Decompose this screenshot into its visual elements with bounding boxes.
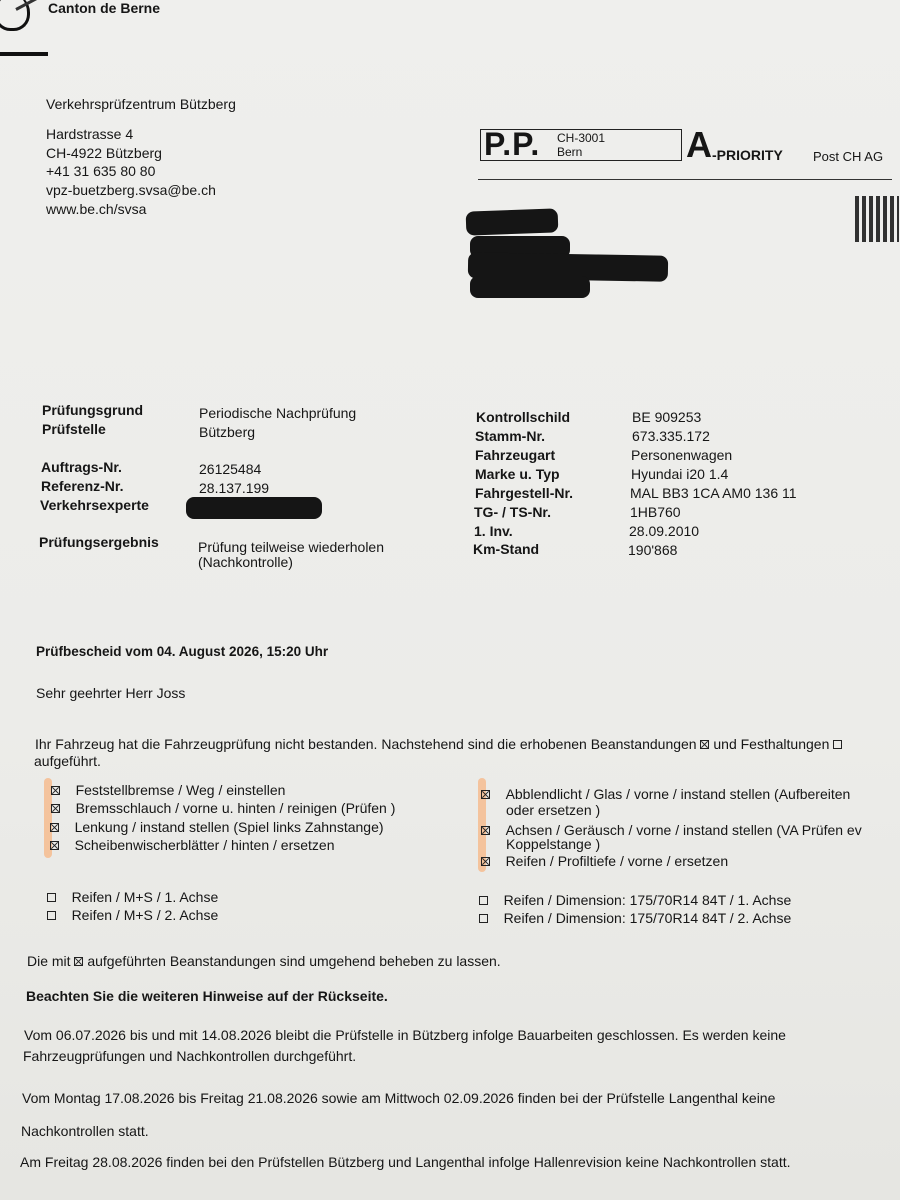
defect-text: Abblendlicht / Glas / vorne / instand stellen (Aufbereiten (505, 786, 851, 802)
checked-box-icon (50, 841, 59, 850)
intro-text-b: und Festhaltungen (713, 736, 830, 752)
vehicle-value: 190'868 (628, 542, 678, 558)
back-page-hint: Beachten Sie die weiteren Hinweise auf der Rückseite. (26, 988, 388, 1004)
note-text: Reifen / M+S / 2. Achse (71, 907, 219, 923)
defect-item (481, 853, 728, 869)
defect-text: Bremsschlauch / vorne u. hinten / reinigen (Prüfen ) (75, 800, 396, 816)
detail-label: Prüfungsergebnis (39, 534, 159, 550)
qr-code (855, 196, 899, 242)
vehicle-value: 1HB760 (630, 504, 681, 520)
redacted-recipient-line-1 (466, 208, 559, 235)
defect-text: Lenkung / instand stellen (Spiel links Zahnstange) (74, 819, 384, 835)
detail-value: Prüfung teilweise wiederholen (198, 539, 384, 555)
vehicle-value: Personenwagen (631, 447, 733, 463)
sender-phone: +41 31 635 80 80 (46, 163, 156, 179)
defect-item (481, 786, 850, 802)
note-item (47, 889, 218, 905)
instruction-line (27, 953, 501, 969)
vehicle-value: 673.335.172 (632, 428, 710, 444)
letter-subject: Prüfbescheid vom 04. August 2026, 15:20 Uhr (36, 644, 329, 659)
note-text: Reifen / M+S / 1. Achse (71, 889, 219, 905)
detail-label: Auftrags-Nr. (41, 459, 122, 475)
detail-value: 28.137.199 (199, 480, 270, 496)
postage-place: Bern (557, 145, 583, 159)
priority-letter: A (686, 124, 712, 165)
detail-value: 26125484 (199, 461, 262, 477)
defect-item (50, 819, 384, 835)
logo-bar (0, 52, 48, 56)
checked-box-icon (481, 790, 490, 799)
vehicle-value: 28.09.2010 (629, 523, 700, 539)
instruction-text-b: aufgeführten Beanstandungen sind umgehend beheben zu lassen. (87, 953, 501, 969)
sender-city: CH-4922 Bützberg (46, 145, 162, 161)
sender-web[interactable]: www.be.ch/svsa (46, 201, 147, 217)
defect-item (51, 800, 395, 816)
address-divider (478, 179, 892, 180)
vehicle-value: MAL BB3 1CA AM0 136 11 (630, 485, 797, 501)
instruction-text-a: Die mit (27, 953, 71, 969)
defect-item (51, 782, 285, 798)
vehicle-label: Km-Stand (473, 541, 540, 557)
pp-mark: P.P. (484, 126, 541, 162)
vehicle-value: BE 909253 (632, 409, 702, 425)
detail-label: Prüfungsgrund (42, 402, 144, 418)
sender-name: Verkehrsprüfzentrum Bützberg (46, 96, 236, 112)
detail-label: Verkehrsexperte (40, 497, 149, 513)
intro-line-1 (35, 736, 842, 752)
empty-box-icon (47, 893, 56, 902)
note-text: Reifen / Dimension: 175/70R14 84T / 1. Achse (503, 892, 792, 908)
sender-street: Hardstrasse 4 (46, 126, 134, 142)
detail-label: Prüfstelle (42, 421, 106, 437)
defect-text: Achsen / Geräusch / vorne / instand stellen (VA Prüfen ev (505, 822, 862, 838)
checked-box-icon (700, 740, 709, 749)
checked-box-icon (74, 957, 83, 966)
vehicle-label: Fahrgestell-Nr. (475, 485, 574, 501)
defect-text: Feststellbremse / Weg / einstellen (75, 782, 286, 798)
note-item (479, 892, 791, 908)
priority-text: -PRIORITY (712, 147, 783, 163)
redacted-recipient-line-4 (470, 276, 590, 298)
detail-value: Bützberg (199, 424, 256, 440)
empty-box-icon (479, 914, 488, 923)
intro-text-a: Ihr Fahrzeug hat die Fahrzeugprüfung nicht bestanden. Nachstehend sind die erhobenen Beanstandungen (35, 736, 697, 752)
intro-text-c: aufgeführt. (34, 753, 101, 769)
closure-paragraph-2-line-2: Nachkontrollen statt. (21, 1123, 149, 1139)
canton-name: Canton de Berne (48, 0, 161, 16)
defect-text: Reifen / Profiltiefe / vorne / ersetzen (505, 853, 729, 869)
carrier: Post CH AG (813, 149, 884, 164)
vehicle-label: Marke u. Typ (475, 466, 560, 482)
vehicle-label: Stamm-Nr. (475, 428, 546, 444)
closure-paragraph-1-line-2: Fahrzeugprüfungen und Nachkontrollen durchgeführt. (23, 1048, 357, 1064)
vehicle-label: 1. Inv. (474, 523, 513, 539)
checked-box-icon (51, 804, 60, 813)
closure-paragraph-3: Am Freitag 28.08.2026 finden bei den Prüfstellen Bützberg und Langenthal infolge Hallenrevision keine Nachkontrollen statt. (20, 1154, 791, 1170)
vehicle-label: Fahrzeugart (475, 447, 556, 463)
checked-box-icon (51, 786, 60, 795)
letter-salutation: Sehr geehrter Herr Joss (36, 685, 186, 701)
empty-box-icon (47, 911, 56, 920)
vehicle-label: TG- / TS-Nr. (474, 504, 551, 520)
defect-text-line-2: oder ersetzen ) (506, 802, 601, 818)
detail-value: Periodische Nachprüfung (199, 405, 357, 421)
redacted-expert-name (186, 497, 322, 519)
defect-item (50, 837, 335, 853)
detail-value-line-2: (Nachkontrolle) (198, 554, 293, 570)
detail-label: Referenz-Nr. (41, 478, 124, 494)
defect-text: Scheibenwischerblätter / hinten / ersetzen (74, 837, 335, 853)
sender-email[interactable]: vpz-buetzberg.svsa@be.ch (46, 182, 216, 198)
empty-box-icon (833, 740, 842, 749)
vehicle-label: Kontrollschild (476, 409, 571, 425)
checked-box-icon (481, 857, 490, 866)
note-item (479, 910, 791, 926)
postage-code: CH-3001 (557, 131, 606, 145)
closure-paragraph-2: Vom Montag 17.08.2026 bis Freitag 21.08.2026 sowie am Mittwoch 02.09.2026 finden bei der Prüfstelle Langenthal keine (22, 1090, 776, 1106)
defect-text-line-2: Koppelstange ) (506, 836, 601, 852)
vehicle-value: Hyundai i20 1.4 (631, 466, 729, 482)
checked-box-icon (481, 826, 490, 835)
note-item (47, 907, 218, 923)
note-text: Reifen / Dimension: 175/70R14 84T / 2. Achse (503, 910, 792, 926)
empty-box-icon (479, 896, 488, 905)
checked-box-icon (50, 823, 59, 832)
closure-paragraph-1: Vom 06.07.2026 bis und mit 14.08.2026 bleibt die Prüfstelle in Bützberg infolge Bauarbeiten geschlossen. Es werden keine (24, 1027, 786, 1043)
